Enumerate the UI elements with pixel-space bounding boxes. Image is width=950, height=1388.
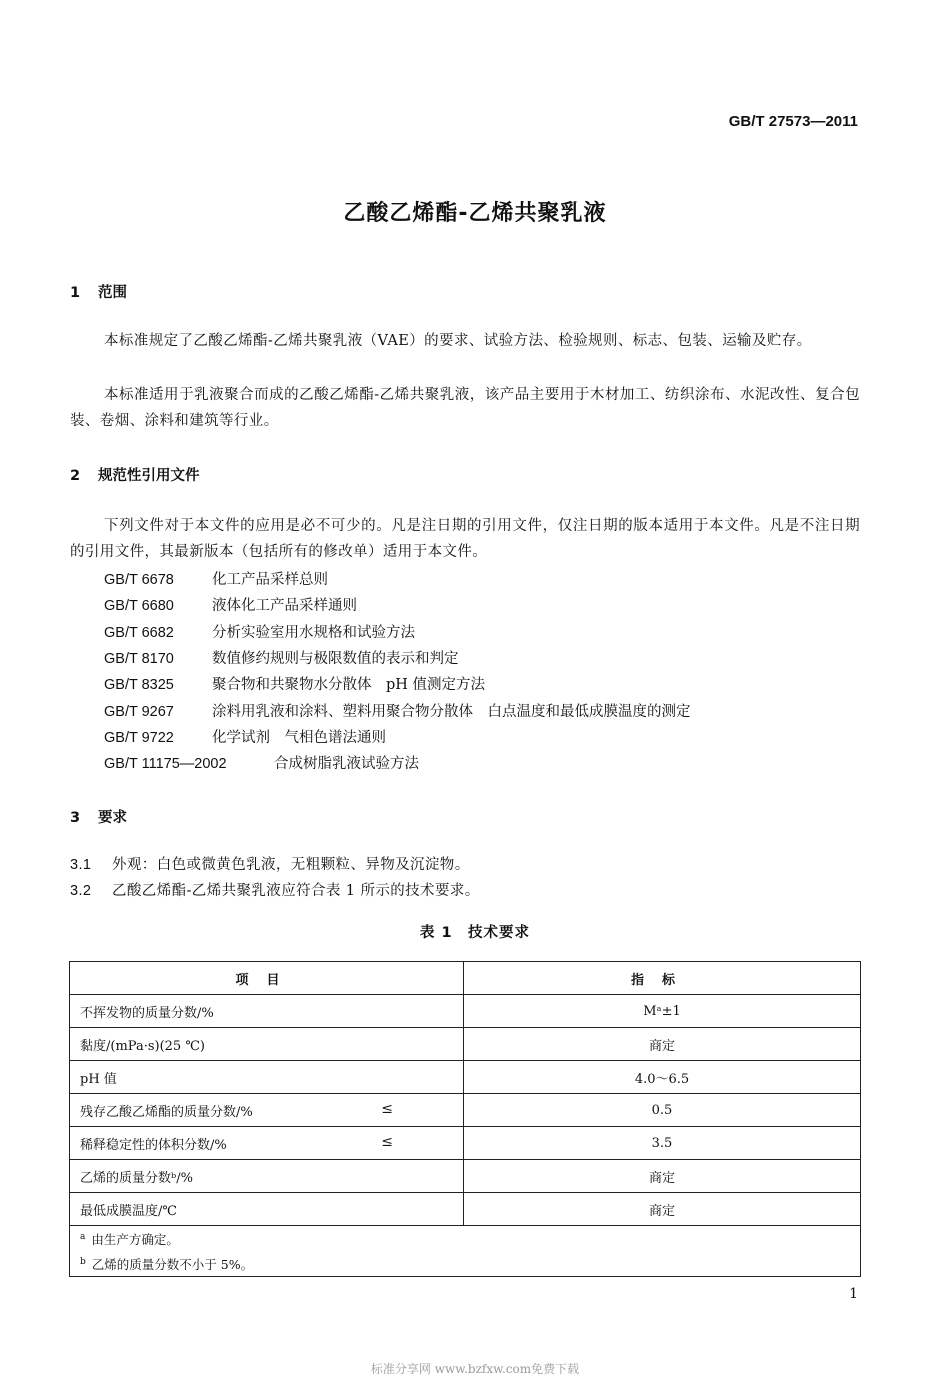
reference-item: [104, 700, 691, 721]
item-text: 稀释稳定性的体积分数/%: [80, 1137, 227, 1153]
item-text: 黏度/(mPa·s)(25 ℃): [80, 1038, 205, 1054]
reference-title: 合成树脂乳液试验方法: [274, 756, 419, 772]
column-header-item: 项目: [70, 962, 464, 995]
section-2-heading: [70, 464, 200, 485]
reference-item: [104, 673, 485, 694]
paragraph: 下列文件对于本文件的应用是必不可少的。凡是注日期的引用文件，仅注日期的版本适用于本文件。凡是不注日期的引用文件，其最新版本（包括所有的修改单）适用于本文件。: [70, 518, 860, 560]
value-cell: 4.0～6.5: [464, 1061, 861, 1094]
section-title: 范围: [98, 285, 127, 301]
table-header-row: [70, 962, 861, 995]
reference-code: GB/T 6682: [104, 625, 174, 641]
clause-3-2: [70, 878, 480, 904]
table-row: [70, 1028, 861, 1061]
item-cell: [70, 1127, 464, 1160]
paragraph: 本标准规定了乙酸乙烯酯-乙烯共聚乳液（VAE）的要求、试验方法、检验规则、标志、包装、运输及贮存。: [104, 333, 812, 349]
item-text: 残存乙酸乙烯酯的质量分数/%: [80, 1104, 253, 1120]
table-row: [70, 995, 861, 1028]
page-number: 1: [849, 1286, 858, 1302]
item-text: 不挥发物的质量分数/%: [80, 1005, 214, 1021]
column-header-value: 指标: [464, 962, 861, 995]
section-title: 规范性引用文件: [98, 468, 200, 484]
item-cell: [70, 1028, 464, 1061]
reference-item: [104, 647, 459, 668]
value-cell: 商定: [464, 1160, 861, 1193]
reference-code: GB/T 9267: [104, 704, 174, 720]
limit-symbol: ≤: [381, 1101, 393, 1117]
item-cell: [70, 1061, 464, 1094]
item-text: 最低成膜温度/℃: [80, 1203, 177, 1219]
reference-title: 分析实验室用水规格和试验方法: [212, 625, 415, 641]
reference-code: GB/T 8170: [104, 651, 174, 667]
table-row: [70, 1094, 861, 1127]
standard-number: GB/T 27573—2011: [728, 113, 858, 130]
reference-title: 液体化工产品采样通则: [212, 598, 357, 614]
clause-text: 乙酸乙烯酯-乙烯共聚乳液应符合表 1 所示的技术要求。: [112, 883, 480, 899]
clause-3-1: [70, 852, 470, 878]
section-3-heading: [70, 806, 127, 827]
table-row: [70, 1160, 861, 1193]
clause-text: 外观：白色或微黄色乳液，无粗颗粒、异物及沉淀物。: [112, 857, 470, 873]
note-text: 乙烯的质量分数不小于 5%。: [91, 1257, 254, 1273]
item-text: pH 值: [80, 1071, 117, 1087]
item-cell: [70, 1160, 464, 1193]
note-mark: b: [80, 1257, 86, 1268]
clause-number: 3.1: [70, 857, 92, 873]
reference-code: GB/T 9722: [104, 730, 174, 746]
reference-item: [104, 594, 357, 615]
section-number: 2: [70, 468, 81, 484]
value-cell: Mᵃ±1: [464, 995, 861, 1028]
clause-number: 3.2: [70, 883, 92, 899]
reference-title: 聚合物和共聚物水分散体 pH 值测定方法: [212, 677, 486, 693]
table-note: [80, 1226, 850, 1251]
section-number: 3: [70, 810, 81, 826]
paragraph: 本标准适用于乳液聚合而成的乙酸乙烯酯-乙烯共聚乳液，该产品主要用于木材加工、纺织涂布、水泥改性、复合包装、卷烟、涂料和建筑等行业。: [70, 387, 860, 429]
section-1-heading: [70, 281, 127, 302]
item-cell: [70, 1193, 464, 1226]
reference-title: 化学试剂 气相色谱法通则: [212, 730, 386, 746]
reference-title: 涂料用乳液和涂料、塑料用聚合物分散体 白点温度和最低成膜温度的测定: [212, 704, 691, 720]
reference-title: 化工产品采样总则: [212, 572, 328, 588]
reference-code: GB/T 6678: [104, 572, 174, 588]
technical-requirements-table: [69, 961, 861, 1277]
value-cell: 0.5: [464, 1094, 861, 1127]
section-number: 1: [70, 285, 81, 301]
document-title: 乙酸乙烯酯-乙烯共聚乳液: [343, 201, 607, 226]
reference-item: [104, 621, 415, 642]
section-title: 要求: [98, 810, 127, 826]
reference-code: GB/T 8325: [104, 677, 174, 693]
watermark-footer: 标准分享网 www.bzfxw.com免费下载: [370, 1362, 580, 1376]
table-row: [70, 1061, 861, 1094]
value-cell: 3.5: [464, 1127, 861, 1160]
table-caption: 表 1 技术要求: [419, 925, 531, 941]
limit-symbol: ≤: [381, 1134, 393, 1150]
reference-title: 数值修约规则与极限数值的表示和判定: [212, 651, 459, 667]
reference-code: GB/T 6680: [104, 598, 174, 614]
table-note: [80, 1251, 850, 1276]
note-text: 由生产方确定。: [91, 1232, 179, 1248]
value-cell: 商定: [464, 1028, 861, 1061]
table-row: [70, 1193, 861, 1226]
table-notes-row: [70, 1226, 861, 1277]
note-mark: a: [80, 1232, 86, 1242]
reference-item: [104, 752, 419, 773]
item-cell: [70, 995, 464, 1028]
table-row: [70, 1127, 861, 1160]
value-cell: 商定: [464, 1193, 861, 1226]
item-text: 乙烯的质量分数ᵇ/%: [80, 1170, 193, 1186]
reference-item: [104, 726, 386, 747]
reference-code: GB/T 11175—2002: [104, 756, 227, 772]
table-notes: [70, 1226, 861, 1277]
reference-item: [104, 568, 328, 589]
item-cell: [70, 1094, 464, 1127]
